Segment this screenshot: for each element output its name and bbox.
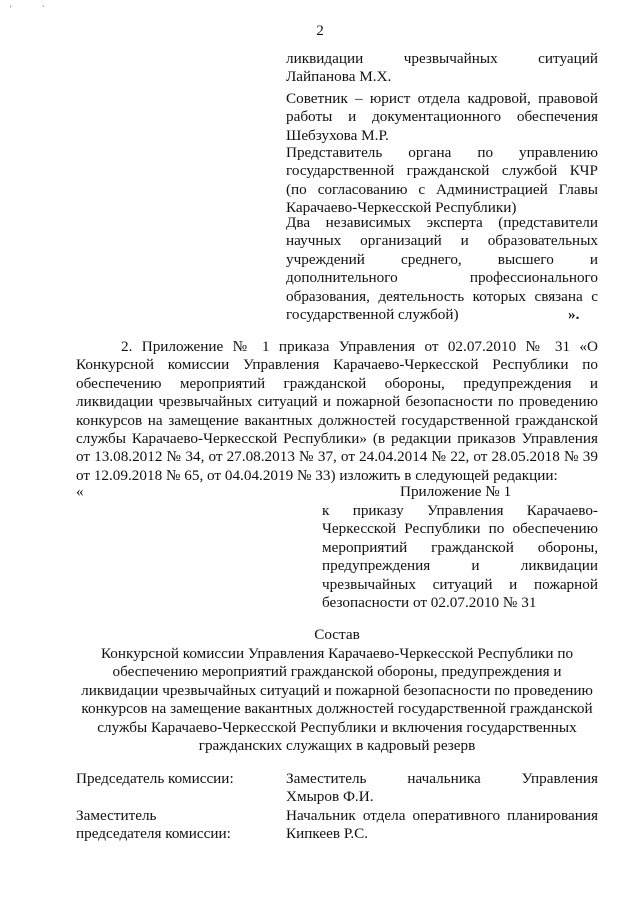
text-line: учреждений среднего, высшего и	[286, 250, 598, 268]
text-line: ликвидации чрезвычайных ситуаций и пожарной безопасности по проведению	[76, 393, 598, 411]
appendix-caption	[322, 502, 598, 612]
text-line: предупреждения и ликвидации	[322, 557, 598, 575]
text-line: обеспечению мероприятий гражданской обороны, предупреждения и	[76, 374, 598, 392]
text-line: научных организаций и образовательных	[286, 232, 598, 250]
composition-heading: Состав	[314, 626, 360, 643]
member-label	[76, 770, 276, 788]
text-line: Хмыров Ф.И.	[286, 788, 374, 806]
text-line: гражданских служащих в кадровый резерв	[198, 736, 476, 754]
member-block	[286, 50, 598, 87]
composition-title	[76, 645, 598, 755]
text-line: председателя комиссии:	[76, 825, 231, 843]
text-line: Черкесской Республики по обеспечению	[322, 520, 598, 538]
member-value	[286, 770, 598, 807]
text-line: к приказу Управления Карачаево-	[322, 502, 598, 519]
text-line: Начальник отдела оперативного планирования	[286, 807, 598, 824]
member-block	[286, 90, 598, 145]
text-line: работы и документационного обеспечения	[286, 108, 598, 126]
member-value	[286, 807, 598, 844]
text-line: конкурсов на замещение вакантных должностей государственной гражданской	[76, 411, 598, 429]
text-line: (по согласованию с Администрацией Главы	[286, 180, 598, 198]
text-line: Два независимых эксперта (представители	[286, 214, 598, 231]
text-line: государственной службой)	[286, 305, 459, 323]
text-line: Представитель органа по управлению	[286, 144, 598, 161]
text-line: Карачаево-Черкесской Республики)	[286, 199, 517, 217]
text-line: от 12.09.2018 № 65, от 04.04.2019 № 33) изложить в следующей редакции:	[76, 466, 558, 484]
text-line: ликвидации чрезвычайных ситуаций	[286, 50, 598, 67]
text-line: 2. Приложение № 1 приказа Управления от 02.07.2010 № 31 «О	[121, 338, 598, 355]
text-line: службы Карачаево-Черкесской Республики» (в редакции приказов Управления	[76, 429, 598, 447]
text-line: чрезвычайных ситуаций и пожарной	[322, 575, 598, 593]
text-line: государственной гражданской службой КЧР	[286, 162, 598, 180]
scan-marks: ' `	[10, 4, 59, 14]
member-block	[286, 214, 598, 324]
text-line: образования, деятельность которых связана с	[286, 287, 598, 305]
text-line: Председатель комиссии:	[76, 770, 234, 787]
text-line: Конкурсной комиссии Управления Карачаево-Черкесской Республики по	[100, 645, 574, 662]
text-line: Кипкеев Р.С.	[286, 825, 369, 843]
text-line: ликвидации чрезвычайных ситуаций и пожарной безопасности по проведению	[81, 681, 593, 699]
text-line: Заместитель начальника Управления	[286, 770, 598, 787]
text-line: безопасности от 02.07.2010 № 31	[322, 593, 537, 611]
text-line: конкурсов на замещение вакантных должностей государственной гражданской	[81, 700, 593, 718]
closing-quote: ».	[568, 306, 580, 323]
member-block	[286, 144, 598, 218]
text-line: Заместитель	[76, 807, 157, 824]
paragraph-2	[76, 338, 598, 485]
member-label	[76, 807, 276, 844]
appendix-title: Приложение № 1	[400, 483, 512, 500]
open-quote: «	[76, 483, 84, 500]
page-number: 2	[316, 22, 324, 39]
text-line: Лайпанова М.Х.	[286, 68, 392, 86]
text-line: дополнительного профессионального	[286, 269, 598, 287]
text-line: от 13.08.2012 № 34, от 27.08.2013 № 37, от 24.04.2014 № 22, от 28.05.2018 № 39	[76, 448, 598, 466]
text-line: мероприятий гражданской обороны,	[322, 538, 598, 556]
text-line: Конкурсной комиссии Управления Карачаево-Черкесской Республики по	[76, 356, 598, 374]
text-line: Советник – юрист отдела кадровой, правовой	[286, 90, 598, 107]
text-line: обеспечению мероприятий гражданской обороны, предупреждения и	[112, 663, 562, 681]
text-line: службы Карачаево-Черкесской Республики и включения государственных	[97, 718, 577, 736]
text-line: Шебзухова М.Р.	[286, 126, 389, 144]
